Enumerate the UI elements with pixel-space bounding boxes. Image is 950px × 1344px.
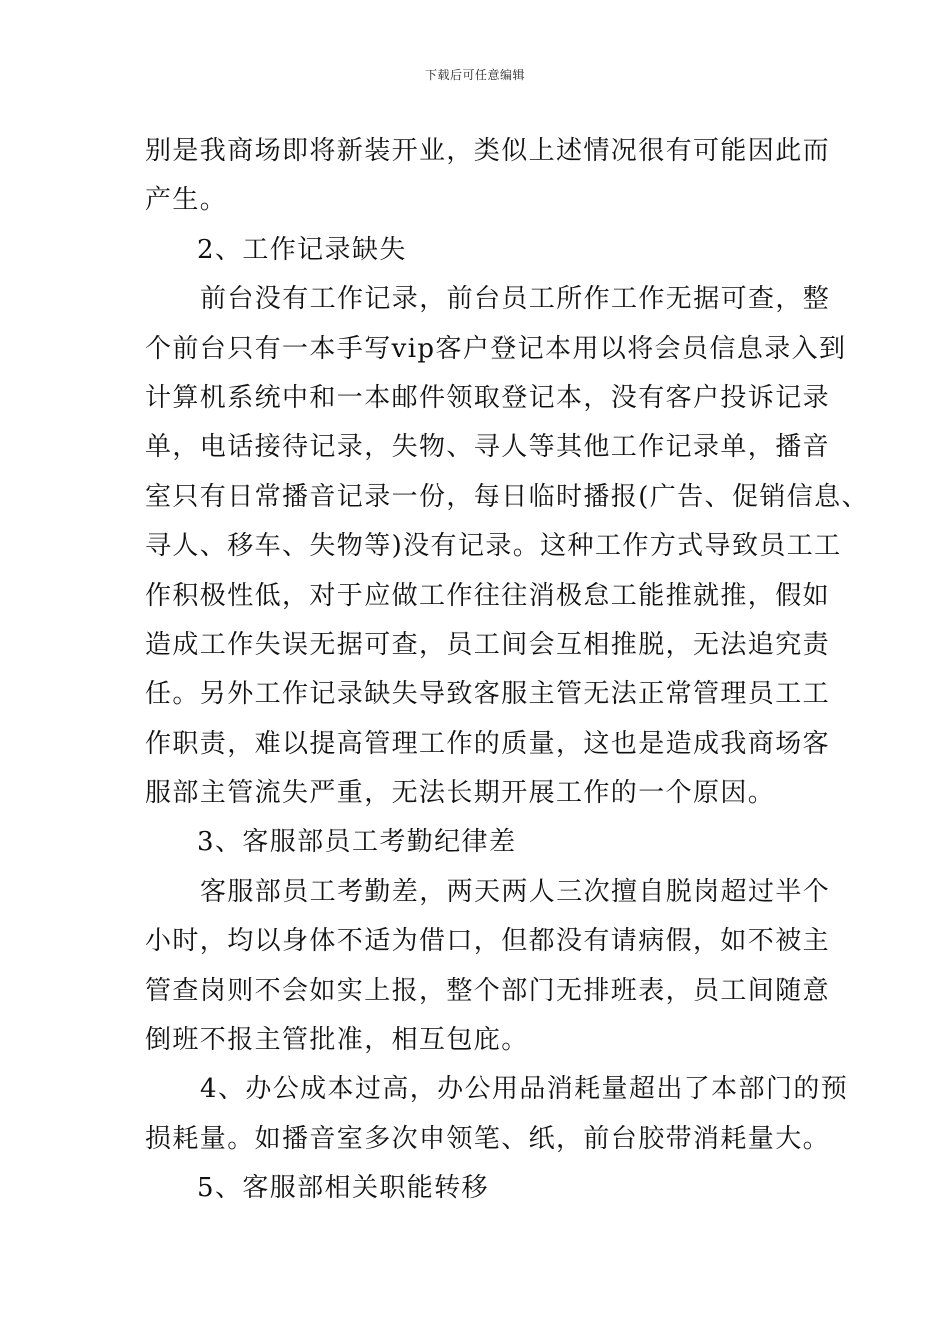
- paragraph-line: 任。另外工作记录缺失导致客服主管无法正常管理员工工: [145, 679, 831, 710]
- paragraph-line: 管查岗则不会如实上报，整个部门无排班表，员工间随意: [145, 975, 831, 1006]
- paragraph-line: 作积极性低，对于应做工作往往消极怠工能推就推，假如: [145, 580, 831, 611]
- paragraph-line: 寻人、移车、失物等)没有记录。这种工作方式导致员工工: [145, 531, 842, 562]
- paragraph-line: 倒班不报主管批准，相互包庇。: [145, 1025, 529, 1056]
- section-heading: 5、客服部相关职能转移: [197, 1173, 489, 1204]
- document-body: [145, 127, 869, 1214]
- paragraph-line: 单，电话接待记录，失物、寻人等其他工作记录单，播音: [145, 432, 831, 463]
- section-heading: 4、办公成本过高，办公用品消耗量超出了本部门的预: [200, 1074, 849, 1105]
- paragraph-line: 造成工作失误无据可查，员工间会互相推脱，无法追究责: [145, 629, 831, 660]
- paragraph-line: 客服部员工考勤差，两天两人三次擅自脱岗超过半个: [200, 876, 831, 907]
- section-heading: 3、客服部员工考勤纪律差: [197, 827, 517, 858]
- paragraph-line: 计算机系统中和一本邮件领取登记本，没有客户投诉记录: [145, 382, 831, 413]
- paragraph-line: 小时，均以身体不适为借口，但都没有请病假，如不被主: [145, 926, 831, 957]
- paragraph-line: 服部主管流失严重，无法长期开展工作的一个原因。: [145, 778, 776, 809]
- paragraph-line: 前台没有工作记录，前台员工所作工作无据可查，整: [200, 284, 831, 315]
- section-heading: 2、工作记录缺失: [197, 234, 407, 265]
- paragraph-line: 别是我商场即将新装开业，类似上述情况很有可能因此而: [145, 136, 831, 166]
- paragraph-line: 产生。: [145, 185, 228, 216]
- header-note: 下载后可任意编辑: [424, 68, 525, 82]
- paragraph-line: 个前台只有一本手写vip客户登记本用以将会员信息录入到: [145, 333, 847, 364]
- paragraph-line: 损耗量。如播音室多次申领笔、纸，前台胶带消耗量大。: [145, 1123, 831, 1154]
- paragraph-line: 作职责，难以提高管理工作的质量，这也是造成我商场客: [145, 728, 831, 759]
- paragraph-line: 室只有日常播音记录一份，每日临时播报(广告、促销信息、: [145, 481, 869, 512]
